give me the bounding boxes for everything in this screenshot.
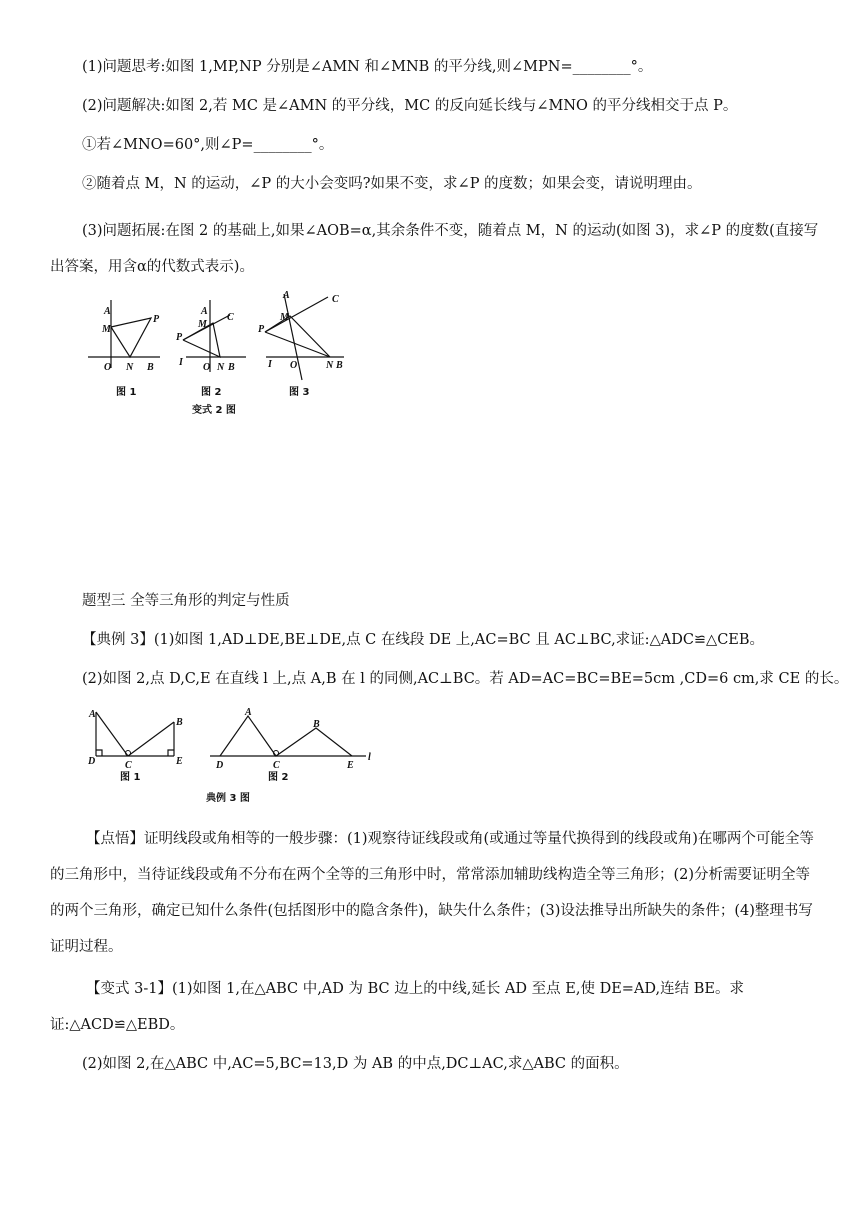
label-B: B <box>176 717 183 728</box>
caption-group-2: 典例 3 图 <box>206 793 250 804</box>
label-C: C <box>273 760 280 771</box>
label-A: A <box>104 306 111 317</box>
label-C: C <box>227 312 234 323</box>
section-title: 题型三 全等三角形的判定与性质 <box>82 593 290 609</box>
label-l: l <box>368 752 371 763</box>
caption-fig-2: 图 2 <box>268 772 289 783</box>
figure-1 <box>87 709 183 783</box>
label-I: I <box>268 359 272 370</box>
label-N: N <box>217 362 225 373</box>
label-A: A <box>283 290 290 301</box>
label-P: P <box>153 314 160 325</box>
label-A: A <box>89 709 96 720</box>
figure-2 <box>176 300 246 416</box>
figure-3 <box>258 290 344 398</box>
question-3: (3)问题拓展:在图 2 的基础上,如果∠AOB=α,其余条件不变，随着点 M，N 的运动(如图 3)，求∠P 的度数(直接写出答案，用含α的代数式表示)。 <box>50 223 819 275</box>
label-B: B <box>336 360 343 371</box>
caption-fig-1: 图 1 <box>120 772 141 783</box>
label-E: E <box>176 756 183 767</box>
label-P: P <box>176 332 183 343</box>
label-M: M <box>198 319 207 330</box>
label-A: A <box>201 306 208 317</box>
label-D: D <box>88 756 96 767</box>
variant-3-1-part-1: 【变式 3-1】(1)如图 1,在△ABC 中,AD 为 BC 边上的中线,延长 AD 至点 E,使 DE=AD,连结 BE。求证:△ACD≌△EBD。 <box>50 981 744 1033</box>
label-M: M <box>102 324 111 335</box>
label-O: O <box>203 362 211 373</box>
label-I: I <box>179 357 183 368</box>
label-B: B <box>147 362 154 373</box>
caption-group-1: 变式 2 图 <box>192 405 236 416</box>
label-B: B <box>228 362 235 373</box>
question-2: (2)问题解决:如图 2,若 MC 是∠AMN 的平分线，MC 的反向延长线与∠MNO 的平分线相交于点 P。 <box>82 98 738 114</box>
question-2-part-1: ①若∠MNO=60°,则∠P=________°。 <box>82 137 334 153</box>
figure-1 <box>88 300 160 398</box>
label-C: C <box>332 294 339 305</box>
label-N: N <box>326 360 334 371</box>
variant-3-1-part-2: (2)如图 2,在△ABC 中,AC=5,BC=13,D 为 AB 的中点,DC⊥AC,求△ABC 的面积。 <box>82 1056 629 1072</box>
caption-fig-3: 图 3 <box>289 387 310 398</box>
caption-fig-1: 图 1 <box>116 387 137 398</box>
label-O: O <box>290 360 298 371</box>
label-O: O <box>104 362 112 373</box>
question-2-part-2: ②随着点 M，N 的运动，∠P 的大小会变吗?如果不变，求∠P 的度数；如果会变，请说明理由。 <box>82 176 702 192</box>
figure-2 <box>206 707 371 804</box>
label-C: C <box>125 760 132 771</box>
example-3-part-2: (2)如图 2,点 D,C,E 在直线 l 上,点 A,B 在 l 的同侧,AC⊥BC。若 AD=AC=BC=BE=5cm ,CD=6 cm,求 CE 的长。 <box>82 671 849 687</box>
label-P: P <box>258 324 265 335</box>
label-D: D <box>216 760 224 771</box>
label-A: A <box>245 707 252 718</box>
label-E: E <box>347 760 354 771</box>
label-B: B <box>313 719 320 730</box>
example-3-part-1: 【典例 3】(1)如图 1,AD⊥DE,BE⊥DE,点 C 在线段 DE 上,AC=BC 且 AC⊥BC,求证:△ADC≌△CEB。 <box>82 632 765 648</box>
caption-fig-2: 图 2 <box>201 387 222 398</box>
tip-paragraph: 【点悟】证明线段或角相等的一般步骤：(1)观察待证线段或角(或通过等量代换得到的线段或角)在哪两个可能全等的三角形中，当待证线段或角不分布在两个全等的三角形中时，常常添加辅助线构造全等三角形；(2)分析需要证明全等的两个三角形，确定已知什么条件(包括图形中的隐含条件)，缺失什么条件；(3)设法推导出所缺失的条件；(4)整理书写证明过程。 <box>50 831 814 955</box>
label-M: M <box>280 312 289 323</box>
question-1: (1)问题思考:如图 1,MP,NP 分别是∠AMN 和∠MNB 的平分线,则∠MPN=________°。 <box>82 59 653 75</box>
variant-2-figures <box>80 280 360 420</box>
example-3-figures <box>82 702 382 808</box>
label-N: N <box>126 362 134 373</box>
